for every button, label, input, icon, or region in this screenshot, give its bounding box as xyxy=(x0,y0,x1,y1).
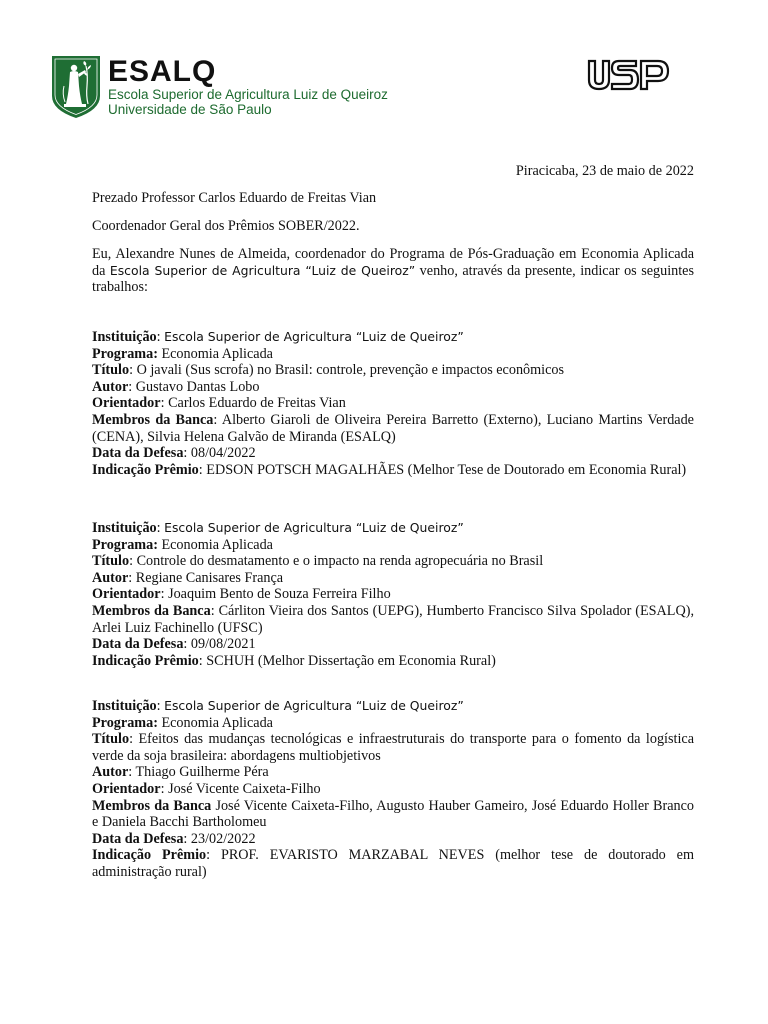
nomination-entry: Instituição: Escola Superior de Agricultura “Luiz de Queiroz” Programa: Economia Aplicada Título: Controle do desmatamento e o impacto na renda agropecuária no Brasil Autor: Regiane Canisares França Orientador: Joaquim Bento de Souza Ferreira Filho Membros da Banca: Cárliton Vieira dos Santos (UEPG), Humberto Francisco Silva Spolador (ESALQ), Arlei Luiz Fachinello (UFSC) Data da Defesa: 09/08/2021 Indicação Prêmio: SCHUH (Melhor Dissertação em Economia Rural) xyxy=(92,520,694,669)
entry-programa: Economia Aplicada xyxy=(161,345,273,362)
label-membros: Membros da Banca xyxy=(92,411,214,428)
entry-indicacao: SCHUH (Melhor Dissertação em Economia Rural) xyxy=(206,652,496,669)
entry-instituicao: Escola Superior de Agricultura “Luiz de Queiroz” xyxy=(164,520,464,535)
label-programa: Programa: xyxy=(92,345,158,362)
entry-instituicao: Escola Superior de Agricultura “Luiz de Queiroz” xyxy=(164,329,464,344)
label-indicacao: Indicação Prêmio xyxy=(92,461,199,478)
entry-orientador: Carlos Eduardo de Freitas Vian xyxy=(168,395,346,412)
label-indicacao: Indicação Prêmio xyxy=(92,847,207,864)
label-programa: Programa: xyxy=(92,714,158,731)
entry-orientador: Joaquim Bento de Souza Ferreira Filho xyxy=(168,586,391,603)
entry-membros: José Vicente Caixeta-Filho, Augusto Hauber Gameiro, José Eduardo Holler Branco e Daniela Bacchi Bartholomeu xyxy=(92,797,695,831)
greeting: Prezado Professor Carlos Eduardo de Freitas Vian xyxy=(92,190,377,206)
entry-autor: Thiago Guilherme Péra xyxy=(135,764,269,781)
label-indicacao: Indicação Prêmio xyxy=(92,652,199,669)
label-data: Data da Defesa xyxy=(92,636,184,653)
label-data: Data da Defesa xyxy=(92,445,184,462)
entry-programa: Economia Aplicada xyxy=(161,714,273,731)
entry-titulo: Efeitos das mudanças tecnológicas e infraestruturais do transporte para o fomento da logística verde da soja brasileira: abordagens multiobjetivos xyxy=(92,731,694,764)
label-titulo: Título xyxy=(92,553,130,570)
label-instituicao: Instituição xyxy=(92,698,157,714)
entry-indicacao: PROF. EVARISTO MARZABAL NEVES (melhor tese de doutorado em administração rural) xyxy=(92,847,694,880)
intro-text-1: Eu, Alexandre Nunes de Almeida, coordenador do Programa de Pós-Graduação em Economia Aplicada da xyxy=(92,246,694,279)
label-titulo: Título xyxy=(92,362,130,379)
nomination-entry: Instituição: Escola Superior de Agricultura “Luiz de Queiroz” Programa: Economia Aplicada Título: O javali (Sus scrofa) no Brasil: controle, prevenção e impactos econômicos Autor: Gustavo Dantas Lobo Orientador: Carlos Eduardo de Freitas Vian Membros da Banca: Alberto Giaroli de Oliveira Pereira Barretto (Externo), Luciano Martins Verdade (CENA), Silvia Helena Galvão de Miranda (ESALQ) Data da Defesa: 08/04/2022 Indicação Prêmio: EDSON POTSCH MAGALHÃES (Melhor Tese de Doutorado em Economia Rural) xyxy=(92,329,694,478)
entry-data: 08/04/2022 xyxy=(190,445,256,462)
label-data: Data da Defesa xyxy=(92,830,184,847)
recipient-role: Coordenador Geral dos Prêmios SOBER/2022. xyxy=(92,218,360,234)
entry-autor: Regiane Canisares França xyxy=(135,569,284,586)
entry-autor: Gustavo Dantas Lobo xyxy=(135,378,260,395)
intro-paragraph xyxy=(92,246,694,296)
label-autor: Autor xyxy=(92,378,129,395)
brand-name: ESALQ xyxy=(108,55,217,88)
label-titulo: Título xyxy=(92,731,130,748)
esalq-shield-logo xyxy=(52,56,100,118)
label-instituicao: Instituição xyxy=(92,329,157,345)
label-membros: Membros da Banca xyxy=(92,602,211,619)
intro-text-2: venho, através da presente, indicar os seguintes trabalhos: xyxy=(92,262,694,296)
entry-programa: Economia Aplicada xyxy=(161,536,273,553)
entry-membros: Alberto Giaroli de Oliveira Pereira Barretto (Externo), Luciano Martins Verdade (CENA), Silvia Helena Galvão de Miranda (ESALQ) xyxy=(92,411,694,445)
entry-membros: Cárliton Vieira dos Santos (UEPG), Humberto Francisco Silva Spolador (ESALQ), Arlei Luiz Fachinello (UFSC) xyxy=(92,602,694,636)
entry-data: 23/02/2022 xyxy=(190,830,256,847)
label-instituicao: Instituição xyxy=(92,520,157,536)
entry-titulo: O javali (Sus scrofa) no Brasil: controle, prevenção e impactos econômicos xyxy=(136,362,565,379)
entry-data: 09/08/2021 xyxy=(190,636,256,653)
brand-line-1: Escola Superior de Agricultura Luiz de Queiroz xyxy=(108,87,388,102)
label-autor: Autor xyxy=(92,569,129,586)
label-autor: Autor xyxy=(92,764,129,781)
entry-instituicao: Escola Superior de Agricultura “Luiz de Queiroz” xyxy=(164,698,464,713)
letterhead xyxy=(52,56,692,120)
brand-line-2: Universidade de São Paulo xyxy=(108,102,272,117)
entry-titulo: Controle do desmatamento e o impacto na renda agropecuária no Brasil xyxy=(136,553,544,570)
entry-indicacao: EDSON POTSCH MAGALHÃES (Melhor Tese de Doutorado em Economia Rural) xyxy=(206,461,687,478)
letter-date: Piracicaba, 23 de maio de 2022 xyxy=(515,163,694,179)
intro-institution: Escola Superior de Agricultura “Luiz de Queiroz” xyxy=(109,262,416,278)
label-membros: Membros da Banca xyxy=(92,797,212,814)
label-orientador: Orientador xyxy=(92,395,161,412)
entry-orientador: José Vicente Caixeta-Filho xyxy=(168,780,321,797)
label-orientador: Orientador xyxy=(92,780,161,797)
label-programa: Programa: xyxy=(92,536,158,553)
label-orientador: Orientador xyxy=(92,586,161,603)
nomination-entry: Instituição: Escola Superior de Agricultura “Luiz de Queiroz” Programa: Economia Aplicada Título: Efeitos das mudanças tecnológicas e infraestruturais do transporte para o fomento da logística verde da soja brasileira: abordagens multiobjetivos Autor: Thiago Guilherme Péra Orientador: José Vicente Caixeta-Filho Membros da Banca José Vicente Caixeta-Filho, Augusto Hauber Gameiro, José Eduardo Holler Branco e Daniela Bacchi Bartholomeu Data da Defesa: 23/02/2022 Indicação Prêmio: PROF. EVARISTO MARZABAL NEVES (melhor tese de doutorado em administração rural) xyxy=(92,698,695,880)
brand-block xyxy=(108,56,388,117)
usp-logo xyxy=(586,58,672,92)
